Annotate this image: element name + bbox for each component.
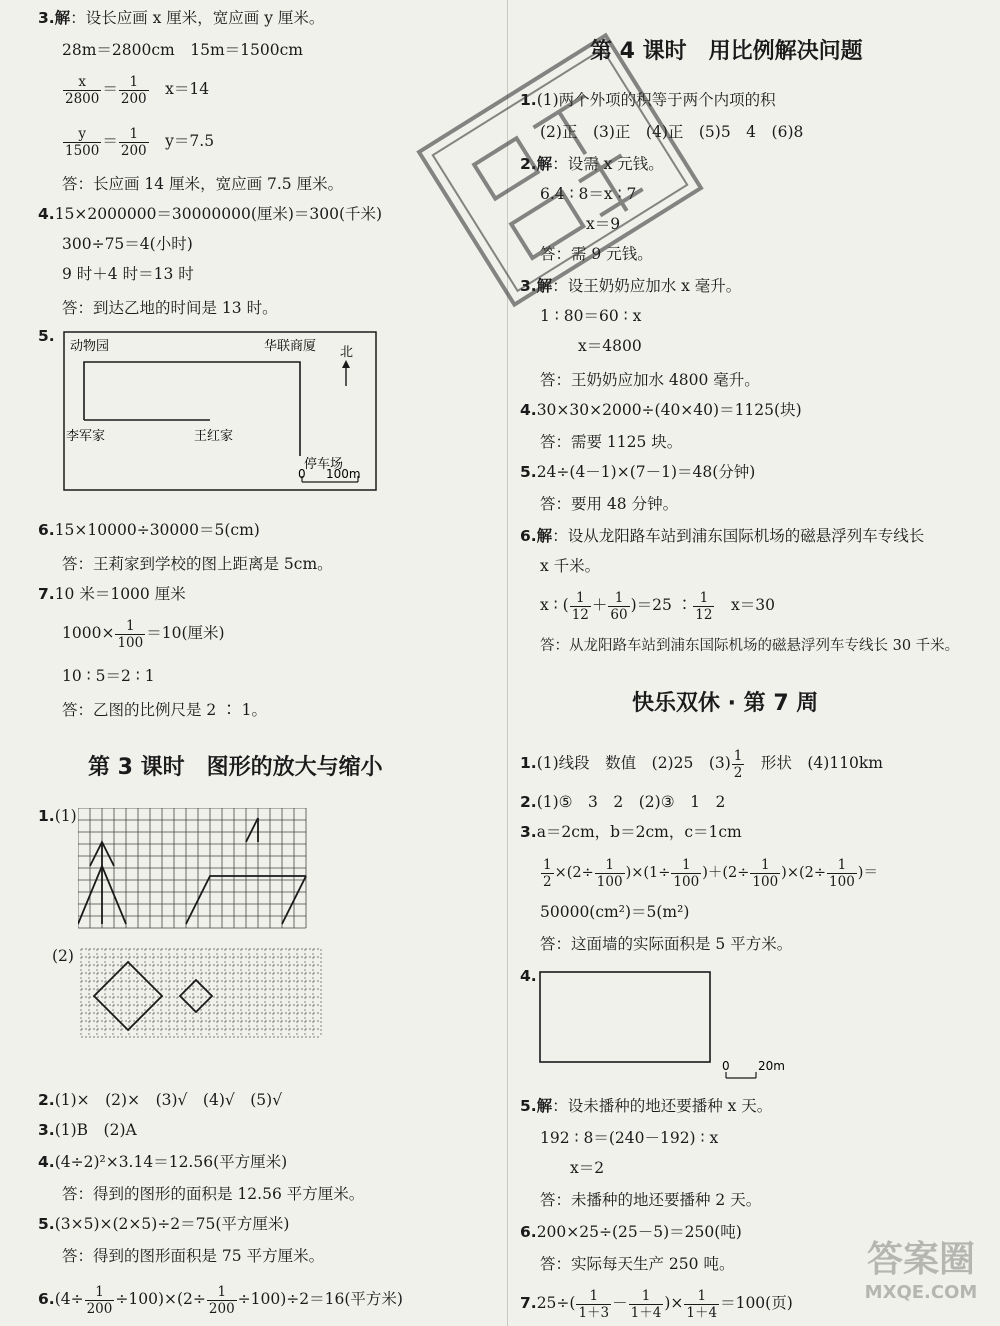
r-q3-answer: 答：王奶奶应加水 4800 毫升。 <box>540 371 760 389</box>
w5-answer: 答：未播种的地还要播种 2 天。 <box>540 1191 762 1209</box>
grid-figure-1 <box>78 808 318 934</box>
small-parallelogram-edge <box>246 818 258 842</box>
r-q1: 1.(1)两个外项的积等于两个内项的积 <box>520 91 776 109</box>
r-q2-answer: 答：需 9 元钱。 <box>540 245 653 263</box>
l3q5-answer: 答：得到的图形面积是 75 平方厘米。 <box>62 1247 325 1265</box>
q3-line2: 28m＝2800cm 15m＝1500cm <box>62 41 303 59</box>
label-mall: 华联商厦 <box>264 339 317 354</box>
l3q6: 6.(4÷ $\frac{1}{200}$ ÷100)×(2÷ $\frac{1}{200}$ ÷100)÷2＝16(平方米) <box>38 1283 403 1317</box>
w4-scale-value: 20m <box>758 1059 785 1073</box>
label-wang: 王红家 <box>194 429 234 444</box>
r-q3: 3.解：设王奶奶应加水 x 毫升。 <box>520 277 742 295</box>
label-north: 北 <box>340 345 354 360</box>
w7: 7.25÷( $\frac{1}{1+3}$ － $\frac{1}{1+4}$ )× $\frac{1}{1+4}$ ＝100(页) <box>520 1287 793 1321</box>
w1: 1.(1)线段 数值 (2)25 (3) $\frac{1}{2}$ 形状 (4)110km <box>520 747 884 781</box>
site-logo <box>846 1238 996 1322</box>
r-q2: 2.解：设需 x 元钱。 <box>520 155 664 173</box>
scale-zero: 0 <box>298 467 306 481</box>
q3-eq1: $\frac{x}{2800}$ ＝ $\frac{1}{200}$ x＝14 <box>65 73 210 107</box>
r-q3-line2: 1 ∶ 80＝60 ∶ x <box>540 307 642 325</box>
r-q3-line3: x＝4800 <box>578 337 642 355</box>
w4-rectangle-diagram <box>536 968 796 1086</box>
label-zoo: 动物园 <box>70 339 110 354</box>
r-q5-answer: 答：要用 48 分钟。 <box>540 495 679 513</box>
r-q6: 6.解：设从龙阳路车站到浦东国际机场的磁悬浮列车专线长 <box>520 527 925 545</box>
q6-answer: 答：王莉家到学校的图上距离是 5cm。 <box>62 555 333 573</box>
r-q4: 4.30×30×2000÷(40×40)＝1125(块) <box>520 401 802 419</box>
w2: 2.(1)⑤ 3 2 (2)③ 1 2 <box>520 793 726 811</box>
l3q5: 5.(3×5)×(2×5)÷2＝75(平方厘米) <box>38 1215 290 1233</box>
r-q6-line2: x 千米。 <box>540 557 601 575</box>
weekend-heading: 快乐双休 · 第 7 周 <box>632 691 819 716</box>
l3q4-answer: 答：得到的图形的面积是 12.56 平方厘米。 <box>62 1185 365 1203</box>
w6-answer: 答：实际每天生产 250 吨。 <box>540 1255 735 1273</box>
q4-line3: 9 时＋4 时＝13 时 <box>62 265 194 283</box>
q6-line1: 6.15×10000÷30000＝5(cm) <box>38 521 260 539</box>
w5-line3: x＝2 <box>570 1159 605 1177</box>
w3-equation: $\frac{1}{2}$ ×(2÷ $\frac{1}{100}$ )×(1÷ $\frac{1}{100}$ )＋(2÷ $\frac{1}{100}$ )×(2÷ $\frac{1}{100}$ )＝ <box>543 856 878 890</box>
q7-line2: 1000× $\frac{1}{100}$ ＝10(厘米) <box>62 617 225 651</box>
w3-line3: 50000(cm²)＝5(m²) <box>540 903 690 921</box>
label-li: 李军家 <box>66 429 106 444</box>
r-q2-line3: x＝9 <box>586 215 621 233</box>
w4-scale-zero: 0 <box>722 1059 730 1073</box>
q4-line2: 300÷75＝4(小时) <box>62 235 193 253</box>
q5-label: 5. <box>38 327 55 345</box>
scale-value: 100m <box>326 467 361 481</box>
q3-answer: 答：长应画 14 厘米，宽应画 7.5 厘米。 <box>62 175 344 193</box>
r-q4-answer: 答：需要 1125 块。 <box>540 433 683 451</box>
stamp-watermark-icon <box>380 20 740 320</box>
r-q1-line2: (2)正 (3)正 (4)正 (5)5 4 (6)8 <box>540 123 804 141</box>
w5-line2: 192 ∶ 8＝(240－192) ∶ x <box>540 1129 719 1147</box>
r-q5: 5.24÷(4－1)×(7－1)＝48(分钟) <box>520 463 756 481</box>
big-square <box>94 962 162 1030</box>
q7-line3: 10 ∶ 5＝2 ∶ 1 <box>62 667 155 685</box>
w3: 3.a＝2cm，b＝2cm，c＝1cm <box>520 823 742 841</box>
route-map <box>60 330 380 492</box>
w6: 6.200×25÷(25－5)＝250(吨) <box>520 1223 742 1241</box>
route-line <box>84 362 300 456</box>
q7-line1: 7.10 米＝1000 厘米 <box>38 585 186 603</box>
l3q1-label: 1.(1) <box>38 807 77 825</box>
w3-answer: 答：这面墙的实际面积是 5 平方米。 <box>540 935 793 953</box>
site-logo-url: MXQE.COM <box>864 1282 978 1303</box>
q3-line1: 3.解：设长应画 x 厘米，宽应画 y 厘米。 <box>38 9 325 27</box>
w5: 5.解：设未播种的地还要播种 x 天。 <box>520 1097 773 1115</box>
l3q4: 4.(4÷2)²×3.14＝12.56(平方厘米) <box>38 1153 288 1171</box>
l3q1-sub2: (2) <box>52 947 74 965</box>
lesson4-heading: 第 4 课时 用比例解决问题 <box>590 39 863 64</box>
site-logo-title: 答案圈 <box>866 1239 975 1280</box>
r-q6-answer: 答：从龙阳路车站到浦东国际机场的磁悬浮列车专线长 30 千米。 <box>540 638 960 654</box>
w4-label: 4. <box>520 967 537 985</box>
l3q2: 2.(1)× (2)× (3)√ (4)√ (5)√ <box>38 1091 283 1109</box>
north-arrow-head <box>342 360 350 368</box>
small-square <box>180 980 212 1012</box>
grid-figure-2 <box>80 948 326 1044</box>
w4-rectangle <box>540 972 710 1062</box>
q7-answer: 答：乙图的比例尺是 2 ∶ 1。 <box>62 701 268 719</box>
label-parking: 停车场 <box>304 457 344 472</box>
q4-line1: 4.15×2000000＝30000000(厘米)＝300(千米) <box>38 205 383 223</box>
q4-answer: 答：到达乙地的时间是 13 时。 <box>62 299 278 317</box>
q3-eq2: $\frac{y}{1500}$ ＝ $\frac{1}{200}$ y＝7.5 <box>65 125 215 159</box>
r-q6-equation: x ∶ ( $\frac{1}{12}$ ＋ $\frac{1}{60}$ )＝25 ∶ $\frac{1}{12}$ x＝30 <box>540 589 775 623</box>
l3q3: 3.(1)B (2)A <box>38 1121 137 1139</box>
r-q2-line2: 6.4 ∶ 8＝x ∶ 7 <box>540 185 637 203</box>
lesson3-heading: 第 3 课时 图形的放大与缩小 <box>88 755 383 780</box>
